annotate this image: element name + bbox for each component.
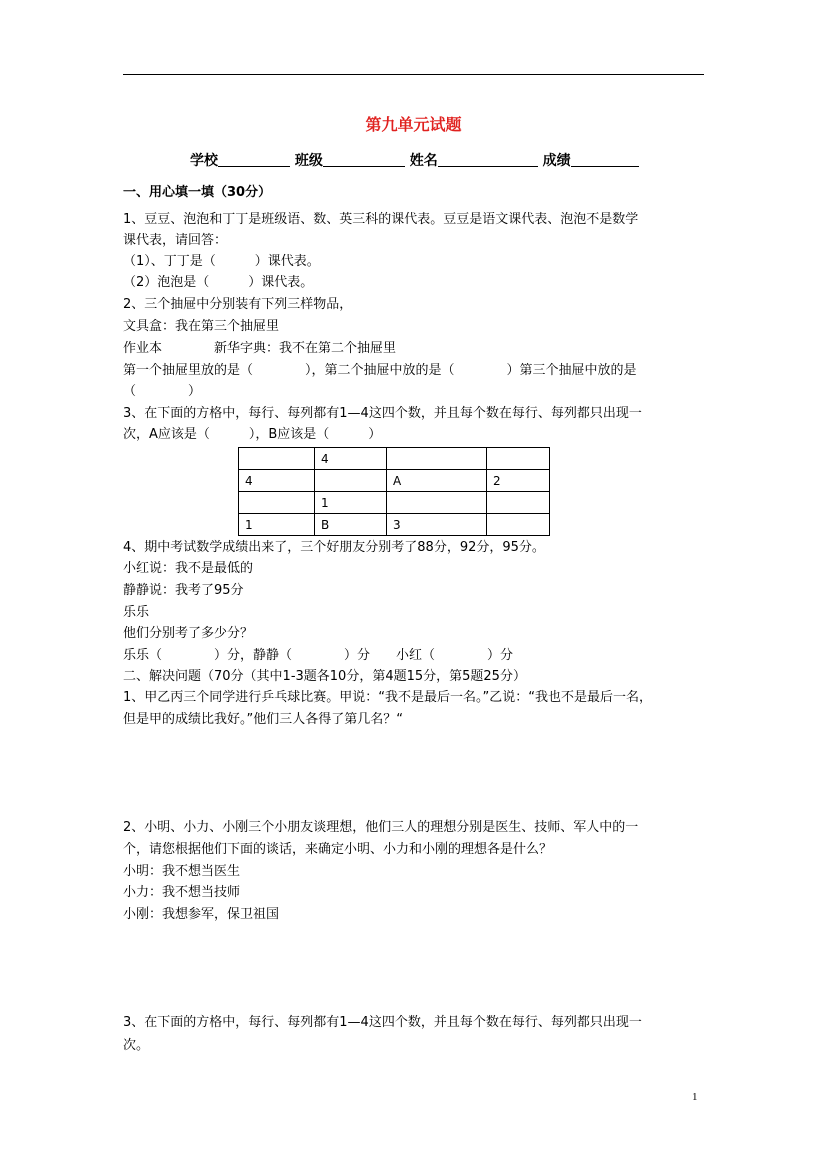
s2-q1-line1: 1、甲乙丙三个同学进行乒乓球比赛。甲说：“我不是最后一名。”乙说：“我也不是最后一名， [123, 690, 652, 705]
grid-cell: A [387, 470, 487, 492]
grid-cell: 3 [387, 514, 487, 536]
grid-cell: 4 [239, 470, 315, 492]
grid-cell [315, 470, 387, 492]
s2-q2-line1: 2、小明、小力、小刚三个小朋友谈理想，他们三人的理想分别是医生、技师、军人中的一 [123, 820, 639, 835]
student-info-row [190, 150, 639, 170]
grid-row [239, 470, 550, 492]
grid-cell: 1 [239, 514, 315, 536]
grid-cell [387, 448, 487, 470]
s2-q3-line1: 3、在下面的方格中，每行、每列都有1—4这四个数，并且每个数在每行、每列都只出现一 [123, 1015, 642, 1030]
number-grid [238, 447, 550, 536]
header-rule [123, 74, 704, 75]
s2-q2-line4: 小力：我不想当技师 [123, 885, 241, 900]
s1-q2-line4: 第一个抽屉里放的是（ ），第二个抽屉中放的是（ ）第三个抽屉中放的是 [123, 363, 637, 378]
grid-cell: 4 [315, 448, 387, 470]
s1-q3-line1: 3、在下面的方格中，每行、每列都有1—4这四个数，并且每个数在每行、每列都只出现一 [123, 406, 642, 421]
s1-q2-line2: 文具盒：我在第三个抽屉里 [123, 319, 280, 334]
class-label: 班级 [294, 153, 323, 169]
s2-q2-line5: 小刚：我想参军，保卫祖国 [123, 907, 280, 922]
class-blank[interactable] [323, 152, 405, 167]
grid-cell [487, 492, 550, 514]
name-blank[interactable] [438, 152, 538, 167]
s1-q4-line2: 小红说：我不是最低的 [123, 561, 254, 576]
page-title: 第九单元试题 [365, 115, 462, 134]
score-label: 成绩 [542, 153, 571, 169]
s2-q2-line2: 个，请您根据他们下面的谈话，来确定小明、小力和小刚的理想各是什么？ [123, 842, 553, 857]
name-label: 姓名 [409, 153, 438, 169]
s1-q4-line4: 乐乐 [123, 605, 150, 620]
s1-q3-line2: 次，A应该是（ ），B应该是（ ） [123, 427, 382, 442]
grid-row [239, 514, 550, 536]
s1-q1-sub1: （1）、丁丁是（ ）课代表。 [123, 254, 320, 269]
grid-cell: 1 [315, 492, 387, 514]
s1-q2-line1: 2、三个抽屉中分别装有下列三样物品， [123, 297, 353, 312]
grid-cell: 2 [487, 470, 550, 492]
s1-q1-line2: 课代表，请回答： [123, 233, 228, 248]
page-number: 1 [692, 1091, 698, 1103]
grid-cell: B [315, 514, 387, 536]
grid-cell [487, 514, 550, 536]
s1-q4-line3: 静静说：我考了95分 [123, 583, 244, 598]
s1-q4-line6: 乐乐（ ）分，静静（ ）分 小红（ ）分 [123, 648, 514, 663]
s1-q2-line3: 作业本 新华字典：我不在第二个抽屉里 [123, 341, 397, 356]
school-label: 学校 [190, 153, 218, 169]
s1-q4-line5: 他们分别考了多少分？ [123, 626, 254, 641]
school-blank[interactable] [218, 152, 290, 167]
grid-cell [387, 492, 487, 514]
grid-cell [239, 448, 315, 470]
grid-cell [487, 448, 550, 470]
grid-row [239, 448, 550, 470]
s2-q3-line2: 次。 [123, 1038, 150, 1053]
score-blank[interactable] [571, 152, 639, 167]
section1-heading: 一、用心填一填（30分） [123, 185, 272, 200]
s1-q1-sub2: （2）泡泡是（ ）课代表。 [123, 275, 314, 290]
s2-q2-line3: 小明：我不想当医生 [123, 864, 241, 879]
section2-heading: 二、解决问题（70分（其中1-3题各10分，第4题15分，第5题25分） [123, 669, 526, 684]
grid-row [239, 492, 550, 514]
grid-cell [239, 492, 315, 514]
s1-q4-line1: 4、期中考试数学成绩出来了，三个好朋友分别考了88分，92分，95分。 [123, 540, 545, 555]
s1-q2-line5: （ ） [123, 384, 202, 399]
s1-q1-line1: 1、豆豆、泡泡和丁丁是班级语、数、英三科的课代表。豆豆是语文课代表、泡泡不是数学 [123, 212, 639, 227]
s2-q1-line2: 但是甲的成绩比我好。”他们三人各得了第几名？“ [123, 712, 403, 727]
